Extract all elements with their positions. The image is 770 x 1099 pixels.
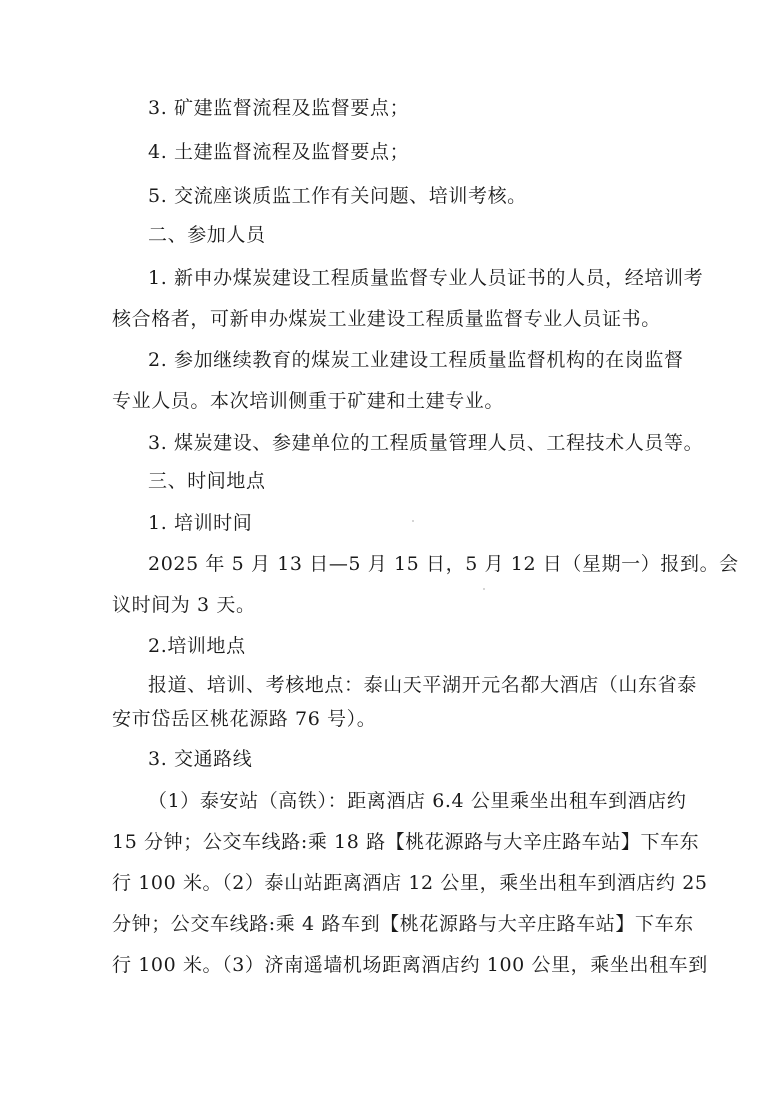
- list-item-3-mine-supervision: 3. 矿建监督流程及监督要点；: [148, 97, 410, 119]
- subheading-transport: 3. 交通路线: [148, 748, 253, 770]
- participant-item-1-line-1: 1. 新申办煤炭建设工程质量监督专业人员证书的人员，经培训考: [148, 267, 704, 289]
- training-time-line-1: 2025 年 5 月 13 日—5 月 15 日，5 月 12 日（星期一）报到。会: [148, 553, 739, 575]
- list-item-5-discussion: 5. 交流座谈质监工作有关问题、培训考核。: [148, 185, 527, 207]
- training-time-line-2: 议时间为 3 天。: [112, 594, 256, 616]
- transport-line-1: （1）泰安站（高铁）：距离酒店 6.4 公里乘坐出租车到酒店约: [148, 790, 687, 812]
- training-place-line-1: 报道、培训、考核地点：泰山天平湖开元名都大酒店（山东省泰: [148, 674, 697, 696]
- training-place-line-2: 安市岱岳区桃花源路 76 号）。: [112, 708, 377, 730]
- list-item-4-civil-supervision: 4. 土建监督流程及监督要点；: [148, 141, 410, 163]
- transport-line-5: 行 100 米。（3）济南遥墙机场距离酒店约 100 公里，乘坐出租车到: [112, 954, 708, 976]
- participant-item-1-line-2: 核合格者，可新申办煤炭工业建设工程质量监督专业人员证书。: [112, 308, 661, 330]
- scan-speck: [412, 520, 414, 522]
- participant-item-3: 3. 煤炭建设、参建单位的工程质量管理人员、工程技术人员等。: [148, 432, 704, 454]
- subheading-training-place: 2.培训地点: [148, 635, 246, 657]
- transport-line-2: 15 分钟；公交车线路:乘 18 路【桃花源路与大辛庄路车站】下车东: [112, 831, 700, 853]
- section-heading-time-place: 三、时间地点: [148, 470, 266, 492]
- section-heading-participants: 二、参加人员: [148, 224, 266, 246]
- subheading-training-time: 1. 培训时间: [148, 512, 253, 534]
- participant-item-2-line-2: 专业人员。本次培训侧重于矿建和土建专业。: [112, 390, 505, 412]
- transport-line-3: 行 100 米。（2）泰山站距离酒店 12 公里，乘坐出租车到酒店约 25: [112, 872, 708, 894]
- scan-speck: [483, 588, 485, 590]
- participant-item-2-line-1: 2. 参加继续教育的煤炭工业建设工程质量监督机构的在岗监督: [148, 349, 684, 371]
- transport-line-4: 分钟；公交车线路:乘 4 路车到【桃花源路与大辛庄路车站】下车东: [112, 913, 694, 935]
